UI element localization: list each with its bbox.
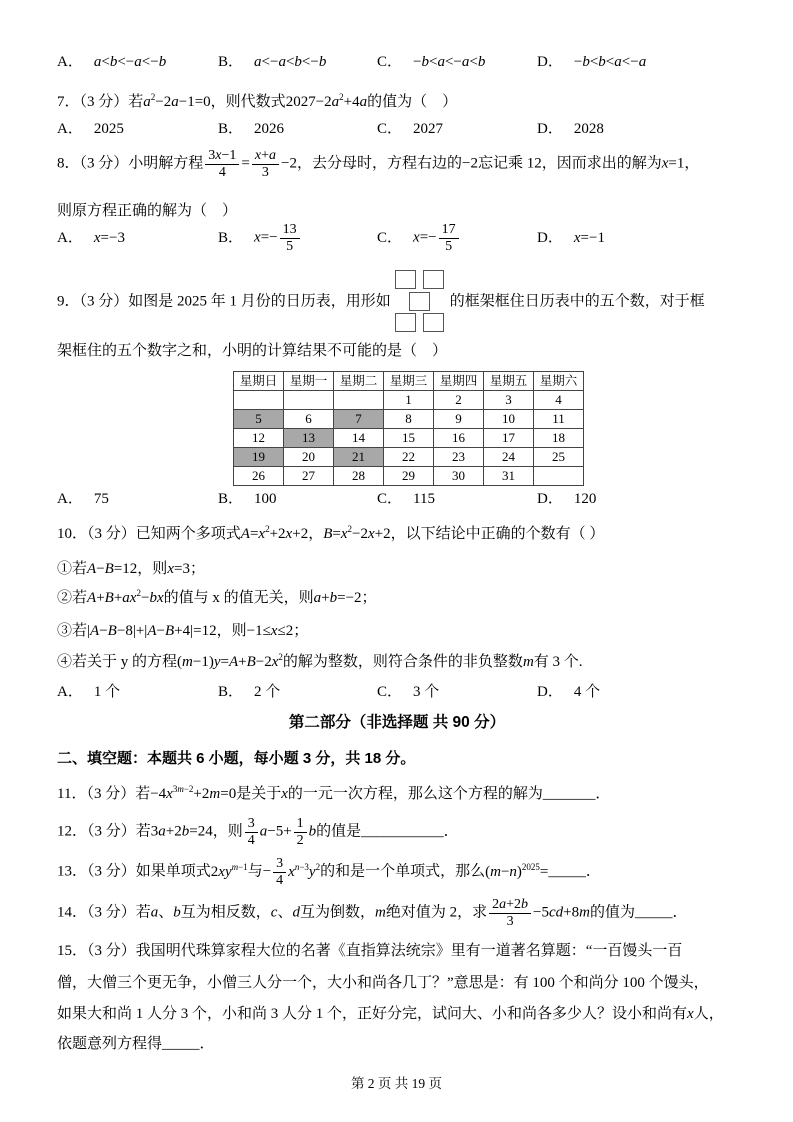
math-run: m: [375, 904, 386, 921]
text-line: [57, 1004, 737, 1024]
math-run: −1≤x≤2: [246, 623, 294, 639]
math-run: x=−: [413, 229, 437, 246]
fraction: [252, 148, 279, 180]
calendar-cell: 1: [384, 391, 434, 410]
text-run: 115: [413, 491, 435, 507]
calendar-cell: 29: [384, 467, 434, 486]
math-run: $x^{n-3}y^2$: [288, 861, 321, 880]
text-line: [57, 1034, 737, 1054]
text-run: 120: [573, 491, 597, 507]
math-run: c: [270, 904, 278, 921]
fraction-denominator: 4: [276, 872, 284, 888]
text-run: 11．（3 分）若: [57, 786, 151, 802]
text-run: 、: [158, 904, 174, 921]
frame-square: [423, 270, 444, 289]
math-run: b: [173, 904, 181, 921]
text-run: 第二部分（非选择题 共 90 分）: [288, 714, 506, 731]
math-run: x=3: [167, 561, 190, 577]
option-label: D．: [537, 684, 563, 700]
option-label: B．: [218, 229, 244, 246]
frame-square: [423, 313, 444, 332]
text-run: 10．（3 分）已知两个多项式: [57, 526, 241, 542]
fraction-denominator: 5: [286, 238, 294, 254]
text-line: [57, 559, 737, 579]
calendar-cell: 4: [534, 391, 584, 410]
text-run: 7．（3 分）若: [57, 94, 144, 110]
text-line: [57, 652, 737, 672]
text-run: 2 个: [254, 684, 281, 700]
calendar-row: [234, 429, 584, 448]
calendar-cell: 6: [284, 410, 334, 429]
text-line: [57, 973, 737, 993]
text-line: [57, 524, 737, 544]
text-line: [57, 856, 737, 888]
math-run: −2: [461, 155, 478, 172]
text-line: [57, 92, 737, 112]
text-run: 、: [277, 904, 293, 921]
text-line: [57, 816, 737, 848]
fraction-denominator: 3: [261, 164, 269, 180]
fraction: [294, 816, 307, 848]
math-run: a: [150, 904, 159, 921]
calendar-cell: 5: [234, 410, 284, 429]
math-run: b: [308, 823, 317, 840]
text-run: 是关于: [236, 786, 282, 802]
fraction-numerator: x+a: [252, 148, 279, 165]
exponent: 2: [278, 652, 283, 662]
text-run: 则原方程正确的解为（ ）: [57, 203, 238, 219]
text-run: ，以下结论中正确的个数有（ ）: [390, 526, 605, 542]
text-run: ④若关于 y 的方程: [57, 654, 178, 670]
calendar-header-cell: 星期二: [334, 372, 384, 391]
exponent: 2: [339, 92, 344, 102]
text-run: 8．（3 分）小明解方程: [57, 155, 204, 172]
text-run: 的值是___________．: [316, 823, 459, 840]
frame-shape: [395, 270, 446, 334]
text-run: _____．: [548, 863, 601, 880]
option-d: [537, 119, 737, 139]
option-label: C．: [377, 229, 403, 246]
text-run: ，则: [137, 561, 168, 577]
text-run: ①若: [57, 561, 88, 577]
calendar-cell: 15: [384, 429, 434, 448]
calendar-cell: 17: [484, 429, 534, 448]
fraction-numerator: 2a+2b: [489, 897, 531, 914]
calendar-row: [234, 391, 584, 410]
math-run: x: [687, 1006, 694, 1022]
text-run: 2026: [254, 121, 285, 137]
options-row: [57, 682, 737, 702]
option-label: A．: [57, 229, 83, 246]
option-label: D．: [537, 491, 563, 507]
fraction: [489, 897, 531, 929]
fraction-numerator: 13: [280, 222, 300, 239]
calendar-cell: 12: [234, 429, 284, 448]
text-run: 100: [254, 491, 277, 507]
option-a: [57, 682, 218, 702]
options-row: [57, 119, 737, 139]
section-heading: [57, 713, 737, 734]
option-a: [57, 228, 218, 248]
math-run: x=1: [661, 155, 685, 172]
option-label: B．: [218, 684, 244, 700]
calendar-header-cell: 星期三: [384, 372, 434, 391]
text-run: 的一元一次方程，那么这个方程的解为_______．: [287, 786, 611, 802]
text-run: 1 个: [93, 684, 121, 700]
calendar-cell: 18: [534, 429, 584, 448]
page-footer: 第 2 页 共 19 页: [350, 1076, 443, 1091]
text-run: ；: [189, 561, 205, 577]
text-run: 的解为整数，则符合条件的非负整数: [282, 654, 523, 670]
calendar-header-cell: 星期日: [234, 372, 284, 391]
calendar-header-cell: 星期六: [534, 372, 584, 391]
option-label: A．: [57, 491, 83, 507]
text-line: [57, 941, 737, 961]
calendar-cell: 20: [284, 448, 334, 467]
math-run: $a^2-2a-1=0$: [143, 92, 211, 110]
fraction: [280, 222, 300, 254]
text-run: ，则代数式: [210, 94, 286, 110]
text-run: 互为相反数，: [180, 904, 271, 921]
text-run: 12．（3 分）若: [57, 823, 151, 840]
calendar-cell: 3: [484, 391, 534, 410]
fraction-denominator: 2: [296, 832, 304, 848]
calendar-cell: 25: [534, 448, 584, 467]
option-b: [218, 52, 377, 72]
fraction-numerator: 3: [245, 816, 258, 833]
text-run: ③若: [57, 623, 88, 639]
text-run: ；: [293, 623, 309, 639]
calendar-cell: 16: [434, 429, 484, 448]
text-run: ，则: [212, 823, 243, 840]
text-run: 人，: [693, 1006, 724, 1022]
fraction-denominator: 4: [247, 832, 255, 848]
calendar-cell: 13: [284, 429, 334, 448]
text-line: [57, 148, 737, 180]
text-run: 9．（3 分）如图是 2025 年 1 月份的日历表，用形如: [57, 293, 391, 310]
option-label: B．: [218, 121, 244, 137]
calendar-header-cell: 星期五: [484, 372, 534, 391]
math-run: a<b<−a<−b: [93, 54, 167, 70]
math-run: |A−B−8|+|A−B+4|=12: [87, 623, 217, 639]
option-c: [377, 222, 537, 254]
option-label: B．: [218, 54, 244, 70]
option-a: [57, 119, 218, 139]
math-run: $A+B+ax^2-bx$: [87, 588, 164, 606]
calendar-cell: 31: [484, 467, 534, 486]
text-run: 架框住的五个数字之和，小明的计算结果不可能的是（ ）: [57, 343, 448, 359]
text-line: [57, 270, 737, 334]
option-d: [537, 682, 737, 702]
text-run: ；: [361, 590, 377, 606]
options-row: [57, 52, 737, 72]
math-run: $B=x^2-2x+2$: [323, 524, 391, 542]
calendar-cell: 21: [334, 448, 384, 467]
exponent: 2: [347, 524, 353, 534]
option-a: [57, 52, 218, 72]
text-line: [57, 784, 737, 804]
frame-square: [395, 270, 416, 289]
text-run: 与: [247, 863, 263, 880]
text-run: ②若: [57, 590, 88, 606]
calendar-cell: 11: [534, 410, 584, 429]
option-label: A．: [57, 684, 83, 700]
fraction-denominator: 5: [445, 238, 453, 254]
exponent: m−1: [231, 861, 248, 872]
fraction-denominator: 3: [506, 913, 514, 929]
fraction: [273, 856, 286, 888]
text-run: 有 3 个.: [533, 654, 583, 670]
text-run: 二、填空题：本题共 6 小题，每小题 3 分，共 18 分。: [57, 750, 416, 767]
calendar-row: [234, 467, 584, 486]
text-run: 15．（3 分）我国明代珠算家程大位的名著《直指算法统宗》里有一道著名算题：“一百馒头一百: [57, 943, 683, 959]
text-line: [57, 588, 737, 608]
exponent: 2: [315, 861, 321, 872]
math-run: −2: [280, 155, 297, 172]
option-c: [377, 489, 537, 509]
text-run: ，去分母时，方程右边的: [296, 155, 462, 172]
text-run: 3 个: [413, 684, 440, 700]
calendar-cell: 30: [434, 467, 484, 486]
frame-square: [409, 292, 430, 311]
math-run: =: [241, 155, 250, 172]
option-b: [218, 222, 377, 254]
text-line: [57, 621, 737, 641]
exponent: 2025: [521, 861, 540, 872]
option-c: [377, 119, 537, 139]
calendar-header-cell: 星期一: [284, 372, 334, 391]
math-run: d: [292, 904, 300, 921]
text-run: 绝对值为 2，求: [385, 904, 488, 921]
option-label: C．: [377, 121, 403, 137]
options-row: [57, 489, 737, 509]
text-line: [57, 897, 737, 929]
option-d: [537, 52, 737, 72]
math-run: $A=x^2+2x+2$: [240, 524, 309, 542]
calendar-cell: [534, 467, 584, 486]
option-c: [377, 52, 537, 72]
option-label: C．: [377, 684, 403, 700]
option-label: A．: [57, 121, 83, 137]
math-run: −b<b<a<−a: [573, 54, 647, 70]
text-run: 的框架框住日历表中的五个数，对于框: [449, 293, 705, 310]
text-run: 依题意列方程得_____．: [57, 1036, 215, 1052]
math-run: −b<a<−a<b: [413, 54, 486, 70]
math-run: $2xy^{m-1}$: [210, 861, 248, 880]
option-a: [57, 489, 218, 509]
calendar-header-row: [234, 372, 584, 391]
calendar-cell: 7: [334, 410, 384, 429]
fraction-numerator: 3x−1: [205, 148, 239, 165]
subsection-header: [57, 749, 737, 769]
calendar-cell: [234, 391, 284, 410]
calendar-cell: 23: [434, 448, 484, 467]
exponent: n−3: [294, 861, 309, 872]
text-run: 僧，大僧三个更无争，小僧三人分一个，大小和尚各几丁？”意思是：有 100 个和尚分 100 个馒头，: [57, 975, 709, 991]
exponent: 3m−2: [172, 784, 194, 794]
calendar-cell: 19: [234, 448, 284, 467]
fraction-numerator: 1: [294, 816, 307, 833]
math-run: x=−3: [93, 229, 125, 246]
text-run: 2028: [573, 121, 604, 137]
calendar-cell: 2: [434, 391, 484, 410]
calendar-container: [57, 371, 737, 486]
calendar-cell: 27: [284, 467, 334, 486]
fraction-numerator: 17: [439, 222, 459, 239]
text-run: 75: [93, 491, 109, 507]
math-run: a−5+: [259, 823, 292, 840]
text-run: 的和是一个单项式，那么: [320, 863, 486, 880]
option-d: [537, 489, 737, 509]
option-b: [218, 682, 377, 702]
exponent: 2: [265, 524, 270, 534]
fraction: [245, 816, 258, 848]
text-run: 14．（3 分）若: [57, 904, 151, 921]
option-label: C．: [377, 491, 403, 507]
text-run: 忘记乘 12，因而求出的解为: [477, 155, 662, 172]
math-run: a+b=−2: [313, 590, 362, 606]
math-run: x=−: [254, 229, 278, 246]
math-run: $(m-1)y=A+B-2x^2$: [177, 652, 283, 670]
text-run: ，: [684, 155, 700, 172]
exponent: 2: [136, 588, 141, 598]
text-line: [57, 341, 737, 361]
text-run: 13．（3 分）如果单项式: [57, 863, 211, 880]
math-run: 3a+2b=24: [150, 823, 213, 840]
text-run: 4 个: [573, 684, 601, 700]
text-line: [57, 201, 737, 221]
math-run: x=−1: [573, 229, 605, 246]
math-run: m: [522, 654, 534, 670]
text-run: 如果大和尚 1 人分 3 个，小和尚 3 人分 1 个，正好分完，试问大、小和尚各多少人？设小和尚有: [57, 1006, 688, 1022]
frame-square: [395, 313, 416, 332]
fraction: [439, 222, 459, 254]
calendar-cell: 26: [234, 467, 284, 486]
text-run: ，则: [216, 623, 247, 639]
text-run: 的值为_____．: [589, 904, 688, 921]
math-run: x: [281, 786, 288, 802]
text-run: 2025: [93, 121, 124, 137]
calendar-cell: 24: [484, 448, 534, 467]
math-run: A−B=12: [87, 561, 138, 577]
option-label: C．: [377, 54, 403, 70]
options-row: [57, 222, 737, 254]
option-label: D．: [537, 121, 563, 137]
calendar-header-cell: 星期四: [434, 372, 484, 391]
calendar-cell: 10: [484, 410, 534, 429]
option-label: D．: [537, 54, 563, 70]
text-run: 互为倒数，: [299, 904, 375, 921]
calendar-row: [234, 410, 584, 429]
math-run: a<−a<b<−b: [254, 54, 327, 70]
calendar-table: [233, 371, 584, 486]
calendar-cell: [334, 391, 384, 410]
exponent: 2: [150, 92, 156, 102]
fraction-denominator: 4: [218, 164, 226, 180]
math-run: $2027-2a^2+4a$: [285, 92, 368, 110]
text-run: 的值与 x 的值无关，则: [163, 590, 314, 606]
fraction: [205, 148, 239, 180]
math-run: $-4x^{3m-2}+2m=0$: [150, 784, 237, 802]
option-b: [218, 119, 377, 139]
calendar-cell: 9: [434, 410, 484, 429]
math-run: −: [262, 863, 272, 880]
text-run: 2027: [413, 121, 444, 137]
calendar-cell: [284, 391, 334, 410]
math-run: −5cd+8m: [533, 904, 590, 921]
fraction-numerator: 3: [273, 856, 286, 873]
math-run: $(m-n)^{2025}=$: [485, 861, 549, 880]
calendar-cell: 8: [384, 410, 434, 429]
option-label: B．: [218, 491, 244, 507]
option-label: A．: [57, 54, 83, 70]
option-c: [377, 682, 537, 702]
option-label: D．: [537, 229, 563, 246]
option-d: [537, 228, 737, 248]
calendar-cell: 14: [334, 429, 384, 448]
text-run: 的值为（ ）: [367, 94, 458, 110]
option-b: [218, 489, 377, 509]
calendar-cell: 22: [384, 448, 434, 467]
text-run: ，: [308, 526, 324, 542]
calendar-cell: 28: [334, 467, 384, 486]
calendar-row: [234, 448, 584, 467]
